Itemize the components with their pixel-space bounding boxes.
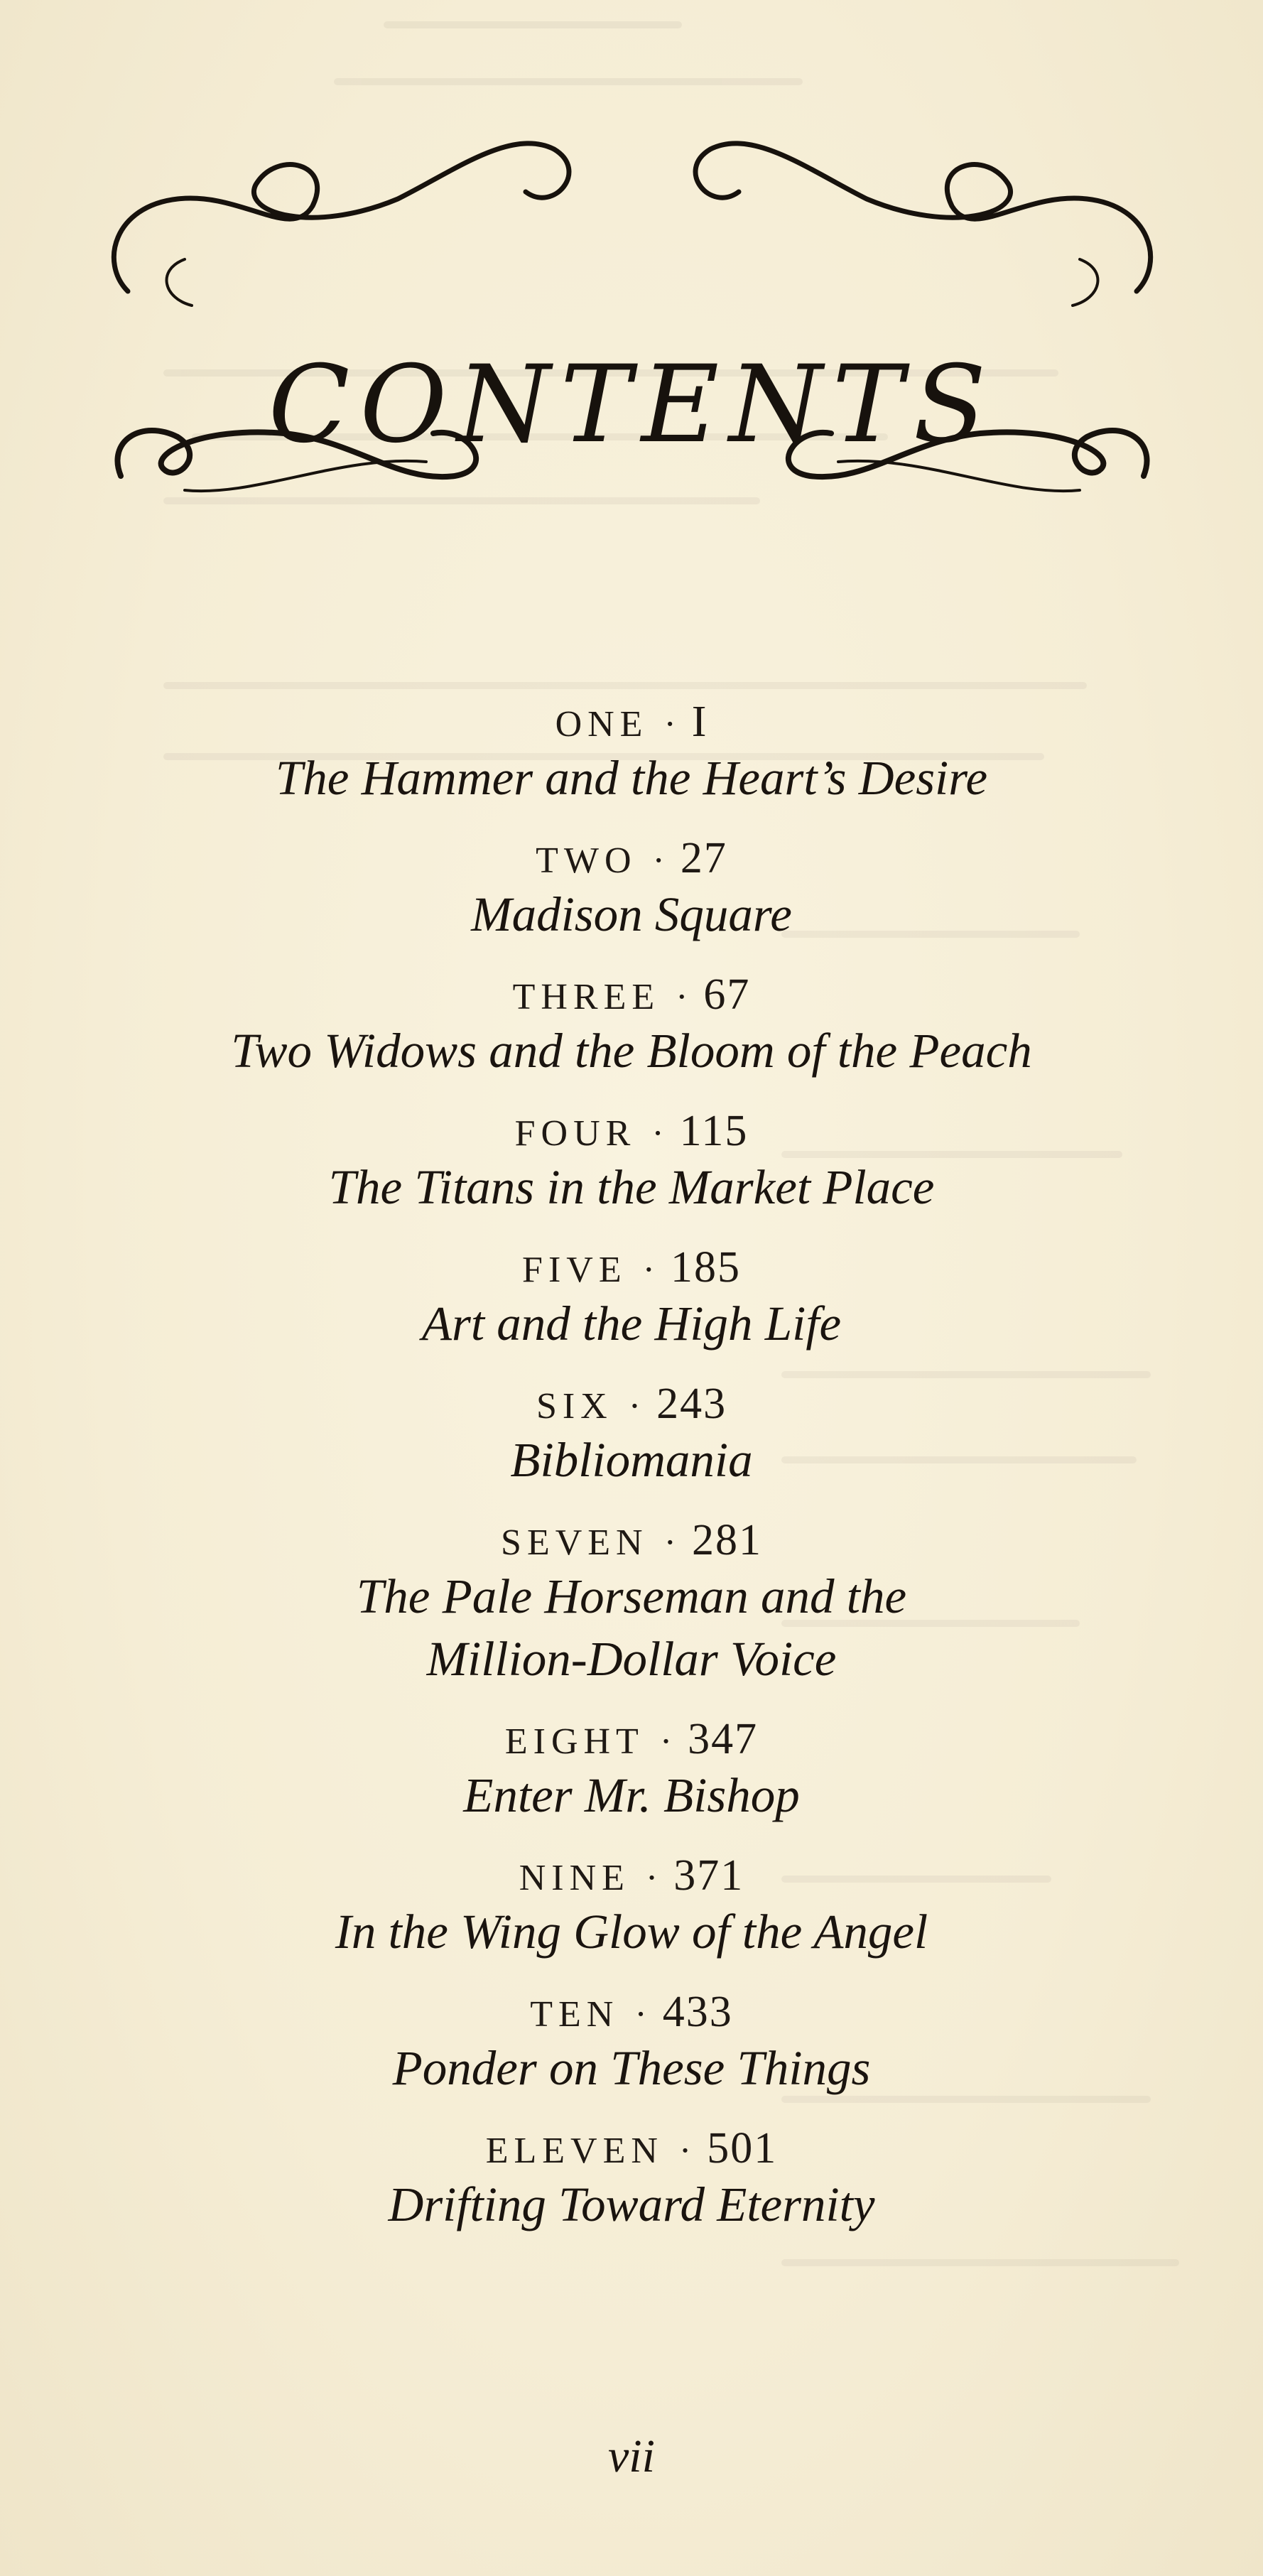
separator-dot: ·	[676, 977, 688, 1017]
separator-dot: ·	[651, 1113, 664, 1154]
chapter-page: 243	[656, 1380, 727, 1428]
chapter-page: 347	[688, 1715, 759, 1763]
chapter-title-line: Million-Dollar Voice	[426, 1632, 837, 1686]
chapter-page: 27	[680, 834, 727, 882]
chapter-title: In the Wing Glow of the Angel	[335, 1905, 928, 1959]
chapter-number-line	[0, 970, 1263, 1019]
chapter-page: 371	[673, 1851, 744, 1900]
chapter-page: 115	[679, 1107, 749, 1155]
chapter-title: The Titans in the Market Place	[328, 1160, 935, 1214]
chapter-number: ELEVEN	[485, 2131, 663, 2171]
chapter-number: EIGHT	[504, 1721, 644, 1762]
toc-entry	[0, 1853, 1263, 1963]
chapter-number: THREE	[512, 977, 661, 1017]
chapter-number-line	[0, 1717, 1263, 1764]
chapter-page: I	[691, 698, 708, 746]
toc-entry	[0, 970, 1263, 1082]
separator-dot: ·	[634, 1994, 647, 2035]
chapter-title: Madison Square	[471, 887, 792, 941]
table-of-contents	[0, 700, 1263, 2263]
chapter-title: The Hammer and the Heart’s Desire	[275, 751, 988, 805]
chapter-number: TWO	[536, 840, 637, 881]
chapter-title: Ponder on These Things	[392, 2041, 871, 2095]
separator-dot: ·	[652, 840, 665, 881]
chapter-page: 433	[662, 1988, 733, 2036]
chapter-number-line	[0, 1853, 1263, 1900]
chapter-title: Drifting Toward Eternity	[388, 2177, 875, 2231]
chapter-title: Two Widows and the Bloom of the Peach	[231, 1024, 1032, 1078]
page-number: vii	[608, 2430, 655, 2482]
chapter-number: TEN	[530, 1994, 619, 2035]
chapter-title-line: The Pale Horseman and the	[356, 1569, 907, 1623]
chapter-page: 67	[703, 970, 751, 1019]
toc-entry	[0, 1245, 1263, 1355]
toc-entry	[0, 836, 1263, 946]
contents-heading-block	[99, 121, 1165, 519]
chapter-number-line	[0, 1990, 1263, 2037]
chapter-number-line	[0, 1245, 1263, 1292]
separator-dot: ·	[628, 1386, 641, 1427]
toc-entry	[0, 1990, 1263, 2099]
chapter-title: Enter Mr. Bishop	[463, 1768, 800, 1822]
separator-dot: ·	[663, 1522, 676, 1563]
chapter-number: SIX	[536, 1386, 613, 1427]
chapter-number-line	[0, 700, 1263, 747]
chapter-number: FOUR	[514, 1113, 636, 1154]
separator-dot: ·	[642, 1250, 655, 1290]
separator-dot: ·	[659, 1721, 673, 1762]
chapter-number: NINE	[519, 1858, 630, 1898]
page-title: CONTENTS	[268, 343, 997, 467]
chapter-page: 501	[707, 2124, 778, 2172]
toc-entry	[0, 2126, 1263, 2236]
chapter-page: 185	[670, 1243, 741, 1292]
chapter-number-line	[0, 1109, 1263, 1156]
chapter-title: Bibliomania	[510, 1433, 753, 1487]
separator-dot: ·	[663, 704, 676, 745]
chapter-page: 281	[691, 1516, 762, 1564]
chapter-number: FIVE	[522, 1250, 627, 1290]
separator-dot: ·	[678, 2131, 692, 2171]
chapter-number-line	[0, 1382, 1263, 1429]
chapter-title	[0, 1565, 1263, 1690]
toc-entry	[0, 700, 1263, 809]
toc-entry	[0, 1518, 1263, 1690]
chapter-number: ONE	[555, 704, 649, 745]
chapter-number-line	[0, 2126, 1263, 2173]
toc-entry	[0, 1717, 1263, 1827]
toc-entry	[0, 1109, 1263, 1218]
toc-entry	[0, 1382, 1263, 1491]
chapter-number-line	[0, 1518, 1263, 1565]
chapter-number: SEVEN	[501, 1522, 649, 1563]
chapter-number-line	[0, 836, 1263, 883]
separator-dot: ·	[645, 1858, 658, 1898]
chapter-title: Art and the High Life	[421, 1297, 842, 1351]
